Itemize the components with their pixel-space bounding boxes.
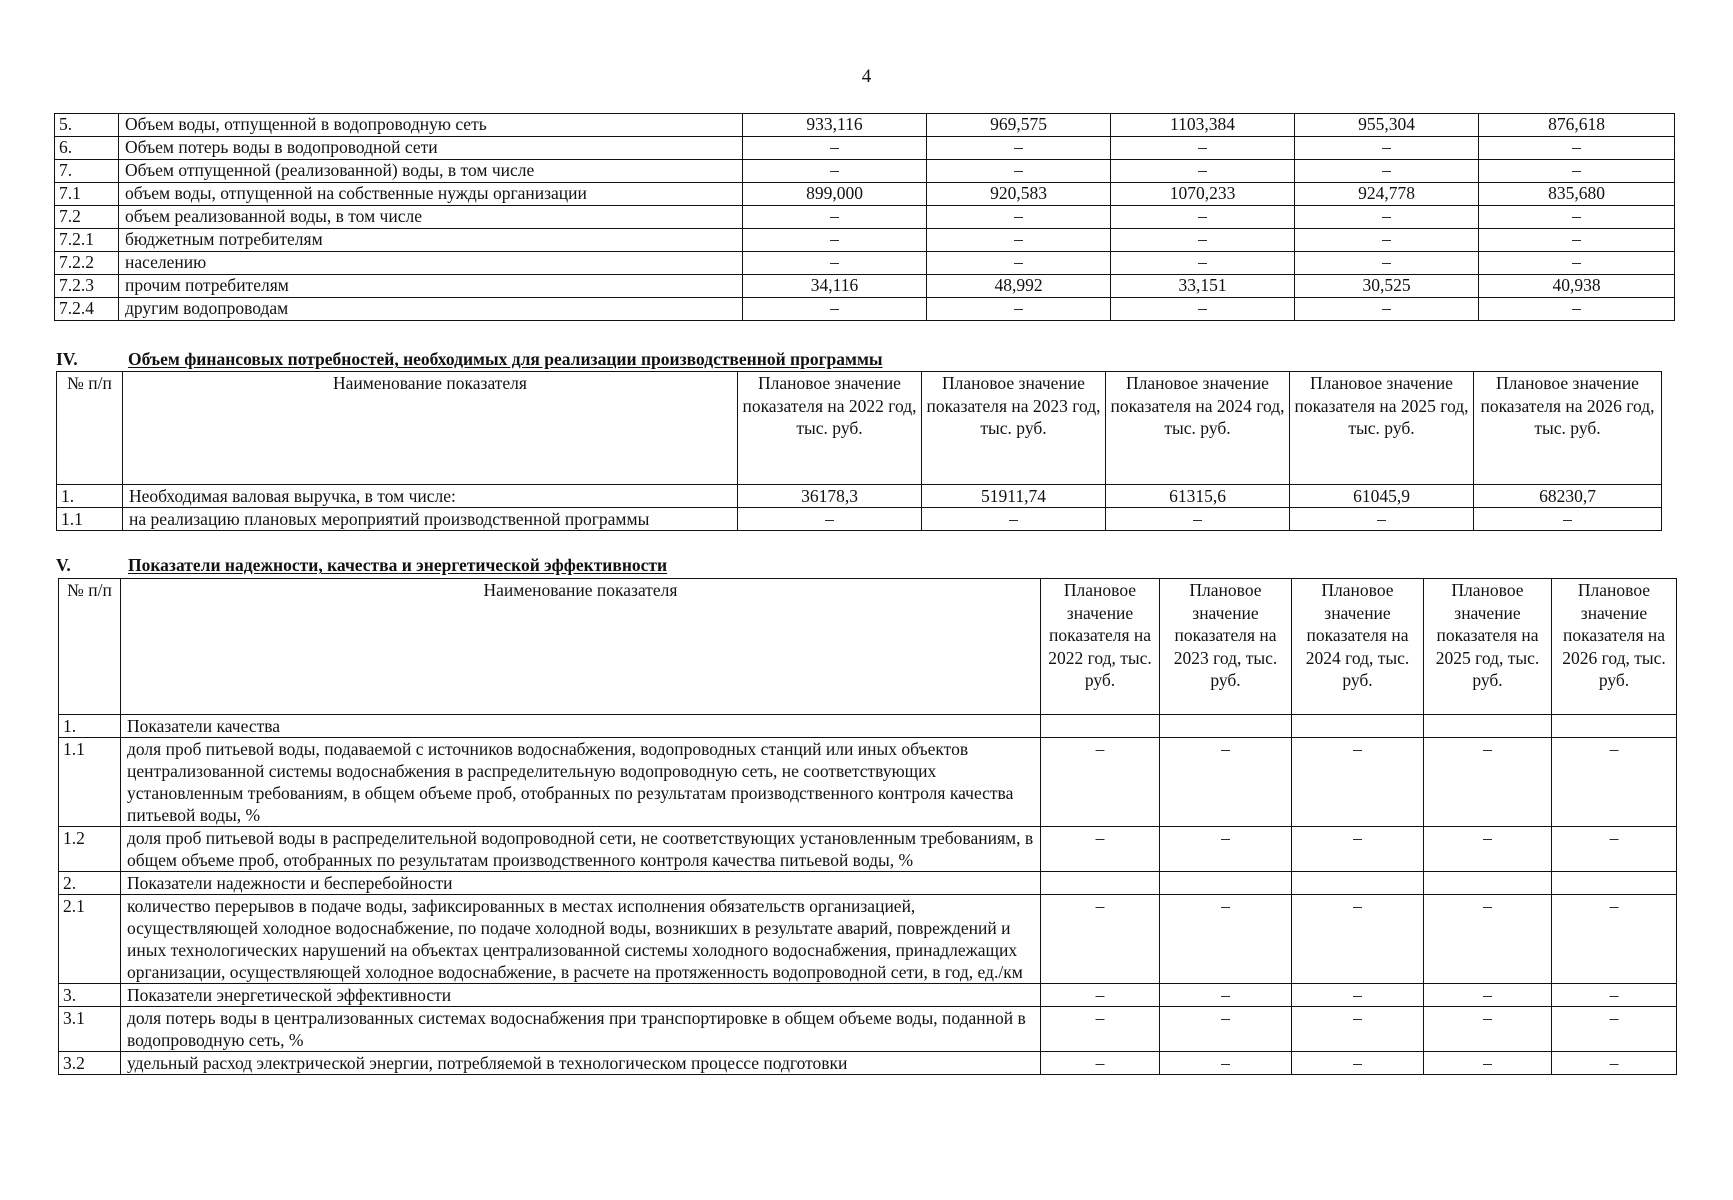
- row-value: –: [1111, 160, 1295, 183]
- table-row: [55, 298, 1675, 321]
- row-value: –: [1479, 252, 1675, 275]
- row-number: 6.: [55, 137, 119, 160]
- row-value: –: [738, 508, 922, 531]
- row-value: –: [1292, 738, 1424, 827]
- row-value: –: [1106, 508, 1290, 531]
- row-number: 7.2.1: [55, 229, 119, 252]
- table-row: [59, 1007, 1677, 1052]
- row-value: –: [1295, 252, 1479, 275]
- row-value: –: [1160, 827, 1292, 872]
- row-indicator-name: удельный расход электрической энергии, потребляемой в технологическом процессе подготовки: [121, 1052, 1041, 1075]
- row-indicator-name: доля проб питьевой воды, подаваемой с источников водоснабжения, водопроводных станций или иных объектов централизованной системы водоснабжения в распределительную водопроводную сеть, не соответствующих установленным требованиям, в общем объеме проб, отобранных по результатам производственного контроля качества питьевой воды, %: [121, 738, 1041, 827]
- row-indicator-name: количество перерывов в подаче воды, зафиксированных в местах исполнения обязательств организацией, осуществляющей холодное водоснабжение, по подаче холодной воды, возникших в результате аварий, повреждений и иных технологических нарушений на объектах централизованной системы холодного водоснабжения, принадлежащих организации, осуществляющей холодное водоснабжение, в расчете на протяженность водопроводной сети, в год, ед./км: [121, 895, 1041, 984]
- table-row: [57, 508, 1662, 531]
- row-number: 1.: [59, 715, 121, 738]
- row-value: –: [743, 252, 927, 275]
- section-iv-heading: Объем финансовых потребностей, необходимых для реализации производственной программы: [128, 349, 883, 369]
- row-value: –: [1160, 1007, 1292, 1052]
- row-value: 30,525: [1295, 275, 1479, 298]
- row-value: –: [1424, 1007, 1552, 1052]
- row-indicator-name: бюджетным потребителям: [119, 229, 743, 252]
- row-value: –: [1295, 298, 1479, 321]
- section-v-title: [56, 555, 667, 576]
- row-number: 2.: [59, 872, 121, 895]
- row-value: –: [1479, 206, 1675, 229]
- row-value: –: [927, 160, 1111, 183]
- header-num: № п/п: [59, 579, 121, 715]
- row-value: [1292, 715, 1424, 738]
- table-row: [55, 229, 1675, 252]
- row-value: –: [1292, 895, 1424, 984]
- row-indicator-name: Объем потерь воды в водопроводной сети: [119, 137, 743, 160]
- row-value: –: [927, 137, 1111, 160]
- row-value: –: [1295, 160, 1479, 183]
- row-value: –: [1552, 1007, 1677, 1052]
- row-value: –: [1424, 895, 1552, 984]
- row-value: 61315,6: [1106, 485, 1290, 508]
- row-value: –: [743, 229, 927, 252]
- row-value: –: [1474, 508, 1662, 531]
- row-value: 933,116: [743, 114, 927, 137]
- table-row: [59, 895, 1677, 984]
- row-number: 3.1: [59, 1007, 121, 1052]
- row-value: –: [1111, 298, 1295, 321]
- table-row: [55, 114, 1675, 137]
- header-year-2026: Плановое значение показателя на 2026 год, тыс. руб.: [1474, 372, 1662, 485]
- reliability-quality-table: [58, 578, 1677, 1075]
- table-row: [55, 137, 1675, 160]
- row-value: –: [1160, 738, 1292, 827]
- row-number: 3.2: [59, 1052, 121, 1075]
- row-value: –: [1295, 229, 1479, 252]
- table-row: [55, 160, 1675, 183]
- row-value: –: [743, 160, 927, 183]
- row-value: –: [1479, 160, 1675, 183]
- row-indicator-name: Необходимая валовая выручка, в том числе:: [123, 485, 738, 508]
- table-row: [55, 183, 1675, 206]
- row-value: –: [1479, 298, 1675, 321]
- table-row: [57, 485, 1662, 508]
- table-row: [59, 715, 1677, 738]
- water-volume-table: [54, 113, 1675, 321]
- row-value: –: [1424, 827, 1552, 872]
- row-value: –: [1292, 984, 1424, 1007]
- row-value: –: [743, 206, 927, 229]
- row-indicator-name: Объем отпущенной (реализованной) воды, в том числе: [119, 160, 743, 183]
- row-value: 1103,384: [1111, 114, 1295, 137]
- row-value: –: [1160, 1052, 1292, 1075]
- row-number: 1.: [57, 485, 123, 508]
- section-v-number: V.: [56, 555, 71, 575]
- row-number: 1.2: [59, 827, 121, 872]
- row-indicator-name: на реализацию плановых мероприятий производственной программы: [123, 508, 738, 531]
- row-value: –: [1160, 895, 1292, 984]
- row-value: [1160, 872, 1292, 895]
- row-value: [1292, 872, 1424, 895]
- section-iv-title: [56, 349, 883, 370]
- row-value: –: [1424, 738, 1552, 827]
- row-value: 68230,7: [1474, 485, 1662, 508]
- header-name: Наименование показателя: [123, 372, 738, 485]
- header-year-2025: Плановое значение показателя на 2025 год, тыс. руб.: [1290, 372, 1474, 485]
- row-number: 7.: [55, 160, 119, 183]
- row-number: 2.1: [59, 895, 121, 984]
- row-value: –: [1041, 984, 1160, 1007]
- row-number: 7.2.4: [55, 298, 119, 321]
- table-row: [59, 1052, 1677, 1075]
- row-value: 36178,3: [738, 485, 922, 508]
- row-indicator-name: объем реализованной воды, в том числе: [119, 206, 743, 229]
- row-value: –: [1295, 137, 1479, 160]
- row-indicator-name: объем воды, отпущенной на собственные нужды организации: [119, 183, 743, 206]
- row-value: [1424, 715, 1552, 738]
- row-indicator-name: прочим потребителям: [119, 275, 743, 298]
- table-row: [59, 984, 1677, 1007]
- row-value: –: [1041, 738, 1160, 827]
- section-iv-number: IV.: [56, 349, 78, 369]
- row-value: 899,000: [743, 183, 927, 206]
- row-value: –: [1290, 508, 1474, 531]
- row-number: 1.1: [59, 738, 121, 827]
- table-row: [55, 275, 1675, 298]
- row-value: 51911,74: [922, 485, 1106, 508]
- row-value: –: [1041, 895, 1160, 984]
- row-number: 3.: [59, 984, 121, 1007]
- row-indicator-name: доля потерь воды в централизованных системах водоснабжения при транспортировке в общем объеме воды, поданной в водопроводную сеть, %: [121, 1007, 1041, 1052]
- row-value: 34,116: [743, 275, 927, 298]
- row-value: –: [1552, 1052, 1677, 1075]
- section-v-heading: Показатели надежности, качества и энергетической эффективности: [128, 555, 668, 575]
- header-year-2024: Плановое значение показателя на 2024 год, тыс. руб.: [1292, 579, 1424, 715]
- header-year-2023: Плановое значение показателя на 2023 год, тыс. руб.: [922, 372, 1106, 485]
- row-value: –: [1111, 252, 1295, 275]
- row-indicator-name: доля проб питьевой воды в распределительной водопроводной сети, не соответствующих установленным требованиям, в общем объеме проб, отобранных по результатам производственного контроля качества питьевой воды, %: [121, 827, 1041, 872]
- header-year-2023: Плановое значение показателя на 2023 год, тыс. руб.: [1160, 579, 1292, 715]
- row-value: –: [922, 508, 1106, 531]
- table-row: [55, 252, 1675, 275]
- row-value: –: [1292, 1007, 1424, 1052]
- header-name: Наименование показателя: [121, 579, 1041, 715]
- header-year-2022: Плановое значение показателя на 2022 год, тыс. руб.: [738, 372, 922, 485]
- row-value: –: [1479, 229, 1675, 252]
- row-value: [1552, 715, 1677, 738]
- financial-needs-table: [56, 371, 1662, 531]
- table-row: [59, 738, 1677, 827]
- row-value: –: [1292, 827, 1424, 872]
- row-value: 33,151: [1111, 275, 1295, 298]
- row-value: –: [1552, 738, 1677, 827]
- header-year-2026: Плановое значение показателя на 2026 год, тыс. руб.: [1552, 579, 1677, 715]
- row-number: 7.2.3: [55, 275, 119, 298]
- row-value: 924,778: [1295, 183, 1479, 206]
- row-value: –: [927, 252, 1111, 275]
- row-value: 40,938: [1479, 275, 1675, 298]
- row-number: 7.1: [55, 183, 119, 206]
- row-value: [1552, 872, 1677, 895]
- row-value: –: [1111, 206, 1295, 229]
- row-value: –: [927, 229, 1111, 252]
- row-indicator-name: Показатели энергетической эффективности: [121, 984, 1041, 1007]
- page-number: 4: [861, 66, 872, 87]
- table-row: [59, 827, 1677, 872]
- row-indicator-name: населению: [119, 252, 743, 275]
- row-value: –: [927, 298, 1111, 321]
- row-value: 969,575: [927, 114, 1111, 137]
- header-year-2024: Плановое значение показателя на 2024 год, тыс. руб.: [1106, 372, 1290, 485]
- table-row: [59, 872, 1677, 895]
- row-value: 1070,233: [1111, 183, 1295, 206]
- row-value: [1041, 715, 1160, 738]
- row-number: 7.2.2: [55, 252, 119, 275]
- row-value: –: [1160, 984, 1292, 1007]
- row-value: –: [1111, 137, 1295, 160]
- row-value: –: [743, 137, 927, 160]
- row-value: [1041, 872, 1160, 895]
- table-header-row: [59, 579, 1677, 715]
- row-indicator-name: Объем воды, отпущенной в водопроводную сеть: [119, 114, 743, 137]
- row-value: –: [927, 206, 1111, 229]
- row-value: –: [1424, 984, 1552, 1007]
- row-value: –: [1292, 1052, 1424, 1075]
- row-value: [1424, 872, 1552, 895]
- row-value: –: [1295, 206, 1479, 229]
- row-value: –: [1479, 137, 1675, 160]
- row-value: –: [1041, 1007, 1160, 1052]
- row-value: 920,583: [927, 183, 1111, 206]
- row-value: –: [743, 298, 927, 321]
- row-value: –: [1041, 1052, 1160, 1075]
- table-row: [55, 206, 1675, 229]
- row-indicator-name: Показатели надежности и бесперебойности: [121, 872, 1041, 895]
- row-value: 61045,9: [1290, 485, 1474, 508]
- row-value: –: [1552, 895, 1677, 984]
- header-year-2025: Плановое значение показателя на 2025 год, тыс. руб.: [1424, 579, 1552, 715]
- row-number: 5.: [55, 114, 119, 137]
- table-header-row: [57, 372, 1662, 485]
- row-value: –: [1111, 229, 1295, 252]
- row-number: 1.1: [57, 508, 123, 531]
- row-value: –: [1424, 1052, 1552, 1075]
- row-value: –: [1552, 984, 1677, 1007]
- row-indicator-name: другим водопроводам: [119, 298, 743, 321]
- row-value: 835,680: [1479, 183, 1675, 206]
- header-num: № п/п: [57, 372, 123, 485]
- row-indicator-name: Показатели качества: [121, 715, 1041, 738]
- row-value: [1160, 715, 1292, 738]
- row-value: 955,304: [1295, 114, 1479, 137]
- row-value: –: [1552, 827, 1677, 872]
- header-year-2022: Плановое значение показателя на 2022 год, тыс. руб.: [1041, 579, 1160, 715]
- row-number: 7.2: [55, 206, 119, 229]
- row-value: 876,618: [1479, 114, 1675, 137]
- row-value: 48,992: [927, 275, 1111, 298]
- row-value: –: [1041, 827, 1160, 872]
